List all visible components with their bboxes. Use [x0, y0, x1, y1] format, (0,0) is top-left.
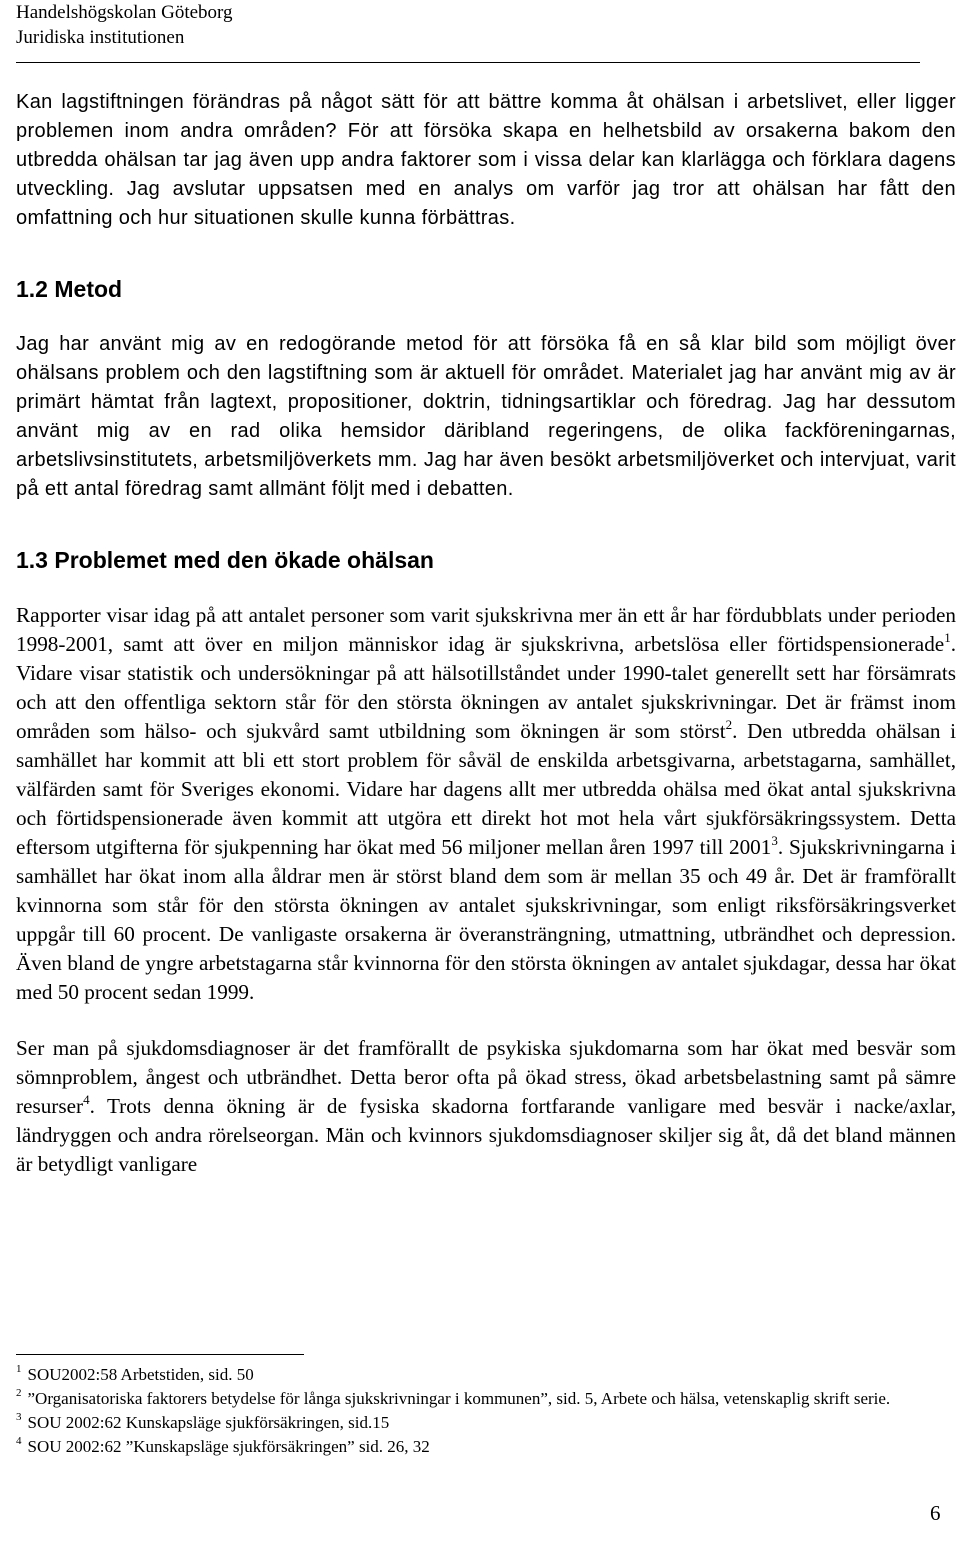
header-institution: Handelshögskolan Göteborg	[16, 2, 233, 23]
footnote-number: 3	[16, 1411, 22, 1424]
footnotes	[16, 1363, 916, 1459]
footnote-ref: 3	[771, 832, 778, 848]
footnote-text: SOU2002:58 Arbetstiden, sid. 50	[27, 1365, 254, 1384]
footnote-ref: 4	[83, 1091, 90, 1107]
footnote-text: SOU 2002:62 ”Kunskapsläge sjukförsäkringen” sid. 26, 32	[27, 1437, 430, 1456]
problem-paragraph-1	[16, 601, 956, 1007]
header-rule	[16, 62, 920, 63]
footnote-ref: 1	[944, 629, 951, 645]
problem-paragraph-2	[16, 1034, 956, 1179]
footnote-text: SOU 2002:62 Kunskapsläge sjukförsäkringen, sid.15	[27, 1413, 390, 1432]
header-department: Juridiska institutionen	[16, 27, 185, 48]
page-body	[16, 88, 956, 1179]
footnote-ref: 2	[725, 716, 733, 732]
section-heading-problem: 1.3 Problemet med den ökade ohälsan	[16, 547, 434, 573]
footnote-item	[16, 1363, 916, 1387]
page-number: 6	[930, 1501, 941, 1525]
footnote-number: 1	[16, 1363, 22, 1376]
footnote-number: 2	[16, 1387, 22, 1400]
text-run: . Trots denna ökning är de fysiska skadorna fortfarande vanligare med besvär i nacke/axlar, ländryggen och andra rörelseorgan. Män och kvinnors sjukdomsdiagnoser skiljer sig åt, då det bland männen är betydligt vanligare	[16, 1094, 956, 1176]
metod-paragraph: Jag har använt mig av en redogörande metod för att försöka få en så klar bild som möjligt över ohälsans problem och den lagstiftning som är aktuell för området. Materialet jag har använt mig av är primärt hämtat från lagtext, propositioner, doktrin, tidningsartiklar och föredrag. Jag har dessutom använt mig av en rad olika hemsidor däribland regeringens, de olika fackföreningarnas, arbetslivsinstitutets, arbetsmiljöverkets mm. Jag har även besökt arbetsmiljöverket och intervjuat, varit på ett antal föredrag samt allmänt följt med i debatten.	[16, 333, 956, 500]
footnote-item	[16, 1387, 916, 1411]
footnote-number: 4	[16, 1435, 22, 1448]
footnote-text: ”Organisatoriska faktorers betydelse för långa sjukskrivningar i kommunen”, sid. 5, Arbete och hälsa, vetenskaplig skrift serie.	[27, 1389, 891, 1408]
intro-paragraph: Kan lagstiftningen förändras på något sätt för att bättre komma åt ohälsan i arbetslivet, eller ligger problemen inom andra områden? För att försöka skapa en helhetsbild av orsakerna bakom den utbredda ohälsan tar jag även upp andra faktorer som i vissa delar kan klarlägga och förklara dagens utveckling. Jag avslutar uppsatsen med en analys om varför jag tror att ohälsan har fått den omfattning och hur situationen skulle kunna förbättras.	[16, 91, 956, 229]
footnote-item	[16, 1411, 916, 1435]
footnote-separator	[16, 1354, 304, 1355]
text-run: . Den utbredda ohälsan i samhället har kommit att bli ett stort problem för såväl de enskilda arbetsgivarna, arbetstagarna, samhället, välfärden samt för Sveriges ekonomi. Vidare har dagens allt mer utbredda ohälsa med ökat antal sjukskrivna och förtidspensionerade även kommit att utgöra ett direkt hot mot hela vårt sjukförsäkringssystem. Detta eftersom utgifterna för sjukpenning har ökat med 56 miljoner mellan åren 1997 till 2001	[16, 719, 956, 859]
text-run: Rapporter visar idag på att antalet personer som varit sjukskrivna mer än ett år har fördubblats under perioden 1998-2001, samt att över en miljon människor idag är sjukskrivna, arbetslösa eller förtidspensionerade	[16, 603, 956, 656]
text-run: . Sjukskrivningarna i samhället har ökat inom alla åldrar men är störst bland dem som är mellan 35 och 49 år. Det är framförallt kvinnorna som står för den största ökningen av antalet sjukskrivningar, som enligt riksförsäkringsverket uppgår till 60 procent. De vanligaste orsakerna är överansträngning, utmattning, utbrändhet och depression. Även bland de yngre arbetstagarna står kvinnorna för den största ökningen av antalet sjukdagar, dessa har ökat med 50 procent sedan 1999.	[16, 835, 956, 1004]
text-run: . Vidare visar statistik och undersökningar på att hälsotillståndet under 1990-talet generellt sett har försämrats och att den offentliga sektorn står för den största ökningen av antalet sjukskrivningar. Det är främst inom områden som hälso- och sjukvård samt utbildning som ökningen är som störst	[16, 632, 956, 743]
footnote-item	[16, 1435, 916, 1459]
page-header	[16, 0, 920, 50]
text-run: Ser man på sjukdomsdiagnoser är det framförallt de psykiska sjukdomarna som har ökat med besvär som sömnproblem, ångest och utbrändhet. Detta beror ofta på ökad stress, ökad arbetsbelastning samt på sämre resurser	[16, 1036, 956, 1118]
section-heading-metod: 1.2 Metod	[16, 276, 123, 302]
